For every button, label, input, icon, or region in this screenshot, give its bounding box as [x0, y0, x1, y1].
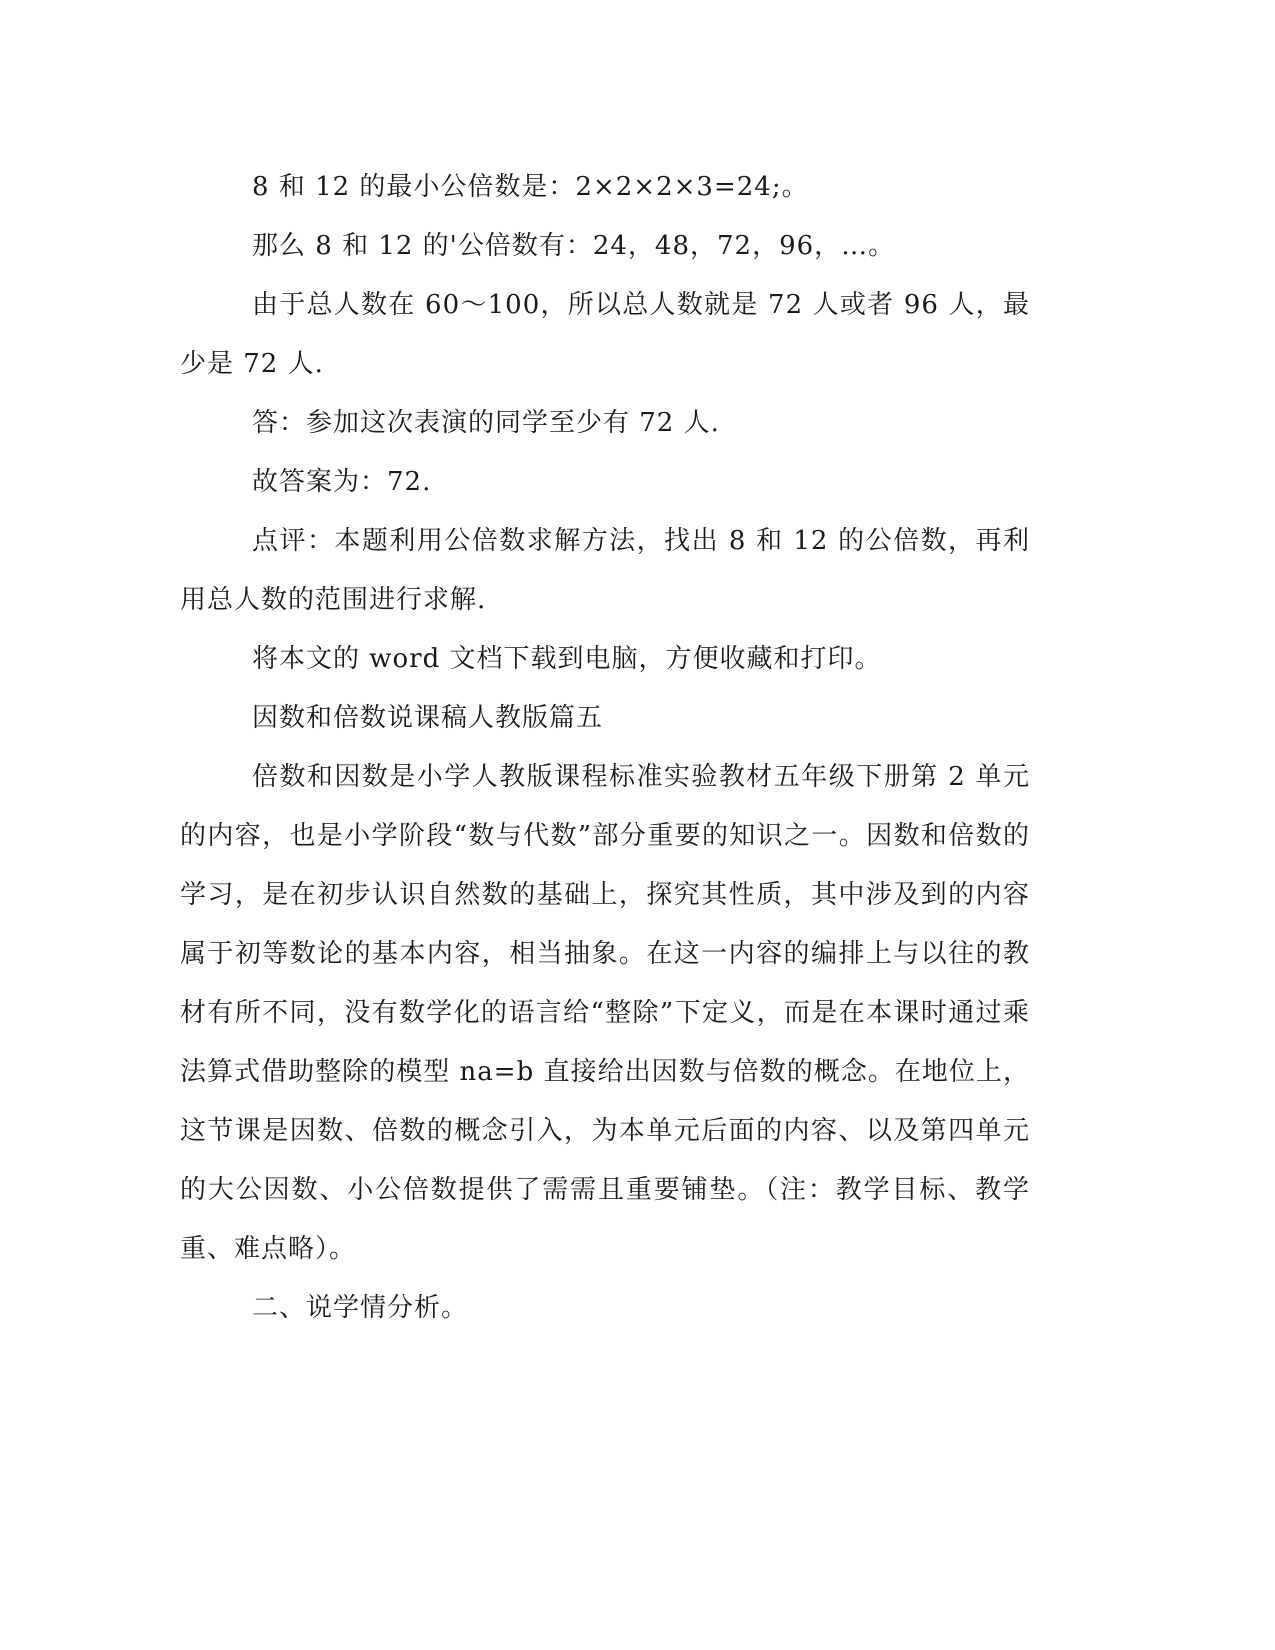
document-body [180, 158, 1030, 1338]
paragraph-student-analysis: 二、说学情分析。 [252, 1293, 469, 1323]
paragraph-common-multiples: 那么 8 和 12 的'公倍数有：24，48，72，96，…。 [252, 231, 896, 261]
paragraph-download-note: 将本文的 word 文档下载到电脑，方便收藏和打印。 [252, 644, 882, 674]
paragraph-final-answer: 故答案为：72. [252, 467, 432, 497]
paragraph-total-range: 由于总人数在 60～100，所以总人数就是 72 人或者 96 人，最少是 72 人. [180, 290, 1030, 379]
paragraph-answer: 答：参加这次表演的同学至少有 72 人. [252, 408, 720, 438]
paragraph-comment: 点评：本题利用公倍数求解方法，找出 8 和 12 的公倍数，再利用总人数的范围进行求解. [180, 526, 1030, 615]
section-heading: 因数和倍数说课稿人教版篇五 [252, 703, 604, 733]
paragraph-lcm-result: 8 和 12 的最小公倍数是：2×2×2×3=24;。 [252, 172, 809, 202]
paragraph-lesson-intro: 倍数和因数是小学人教版课程标准实验教材五年级下册第 2 单元的内容，也是小学阶段“数与代数”部分重要的知识之一。因数和倍数的学习，是在初步认识自然数的基础上，探究其性质，其中涉及到的内容属于初等数论的基本内容，相当抽象。在这一内容的编排上与以往的教材有所不同，没有数学化的语言给“整除”下定义，而是在本课时通过乘法算式借助整除的模型 na=b 直接给出因数与倍数的概念。在地位上，这节课是因数、倍数的概念引入，为本单元后面的内容、以及第四单元的大公因数、小公倍数提供了需需且重要铺垫。（注：教学目标、教学重、难点略）。 [180, 762, 1030, 1264]
